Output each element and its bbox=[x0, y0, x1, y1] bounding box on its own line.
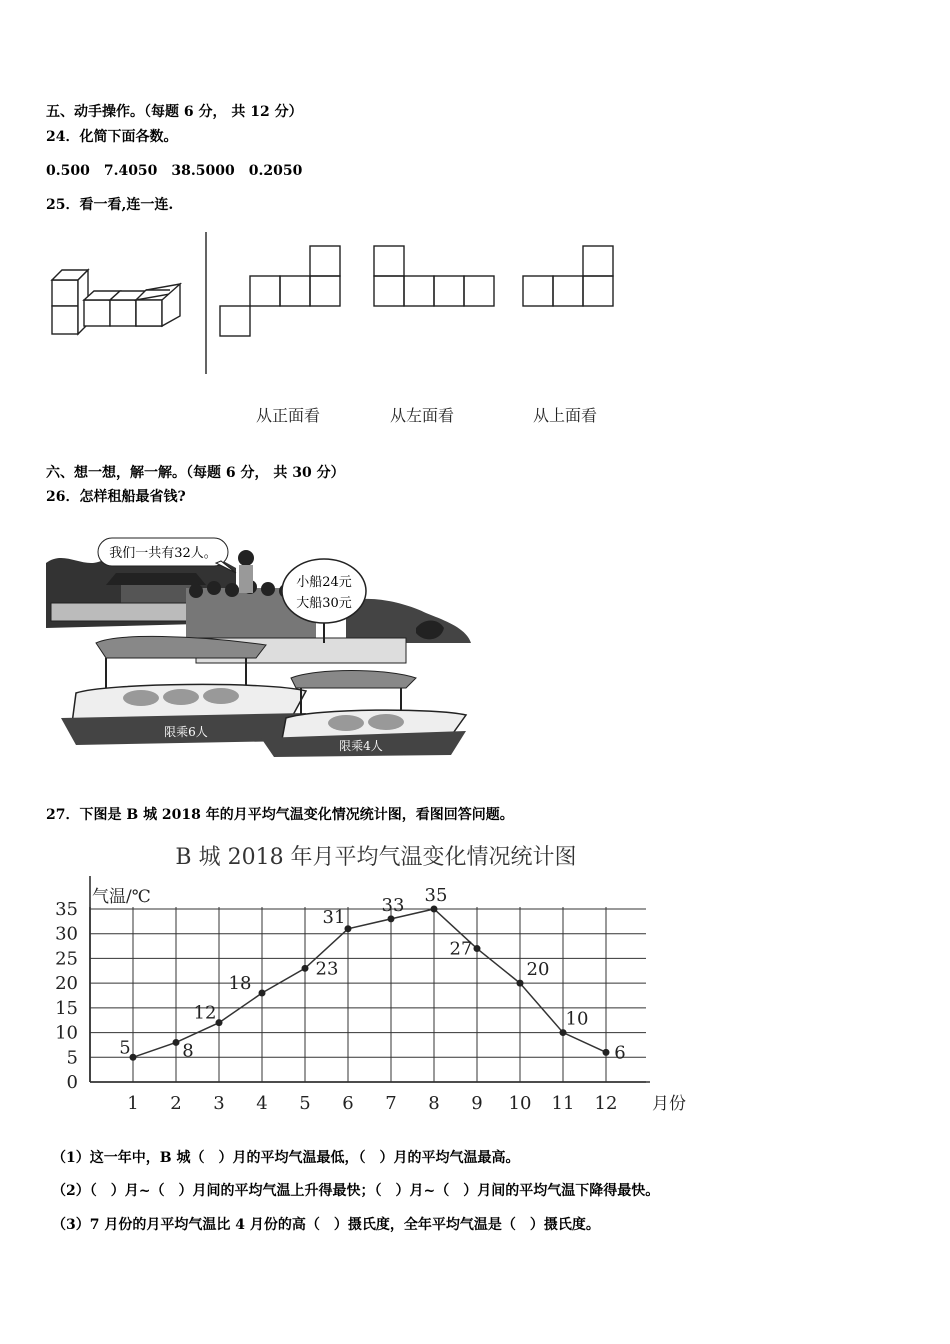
view-grid-2 bbox=[374, 246, 494, 306]
x-tick-label: 4 bbox=[256, 1093, 268, 1114]
q25-title: 25．看一看,连一连. bbox=[46, 197, 174, 213]
chart-xlabel: 月份 bbox=[652, 1094, 686, 1114]
y-tick-label: 10 bbox=[55, 1022, 78, 1044]
x-tick-label: 10 bbox=[508, 1093, 532, 1114]
section5-heading: 五、动手操作。（每题 6 分， 共 12 分） bbox=[46, 104, 303, 120]
data-point bbox=[173, 1039, 180, 1046]
view-grid-1 bbox=[220, 246, 340, 336]
x-tick-label: 6 bbox=[342, 1093, 354, 1114]
view-caption-left: 从左面看 bbox=[390, 406, 455, 425]
speech-text: 我们一共有32人。 bbox=[109, 546, 217, 561]
data-point bbox=[302, 965, 309, 972]
data-label: 8 bbox=[182, 1040, 194, 1062]
y-tick-label: 0 bbox=[66, 1072, 78, 1093]
small-boat-label: 限乘4人 bbox=[339, 739, 383, 753]
data-label: 10 bbox=[565, 1008, 589, 1030]
section6-heading: 六、想一想，解一解。（每题 6 分， 共 30 分） bbox=[46, 465, 345, 481]
x-tick-label: 7 bbox=[385, 1093, 397, 1114]
temperature-line-chart bbox=[40, 836, 720, 1126]
q27-question-1: （1）这一年中，B 城（ ）月的平均气温最低，（ ）月的平均气温最高。 bbox=[52, 1150, 520, 1166]
x-tick-label: 3 bbox=[213, 1093, 225, 1114]
x-tick-label: 12 bbox=[594, 1093, 618, 1114]
data-label: 6 bbox=[614, 1042, 626, 1064]
x-tick-label: 9 bbox=[471, 1093, 483, 1114]
data-point bbox=[216, 1019, 223, 1026]
y-tick-label: 20 bbox=[55, 973, 78, 995]
y-tick-label: 5 bbox=[66, 1047, 78, 1069]
data-point bbox=[259, 990, 266, 997]
view-caption-front: 从正面看 bbox=[256, 406, 321, 425]
price-small-boat: 小船24元 bbox=[296, 575, 352, 590]
view-caption-top: 从上面看 bbox=[533, 406, 598, 425]
chart-title: B 城 2018 年月平均气温变化情况统计图 bbox=[175, 845, 577, 870]
data-point bbox=[517, 980, 524, 987]
x-tick-label: 5 bbox=[299, 1093, 311, 1114]
y-tick-label: 25 bbox=[55, 948, 78, 970]
data-point bbox=[560, 1029, 567, 1036]
q26-title: 26．怎样租船最省钱? bbox=[46, 489, 186, 505]
q27-question-2: （2）（ ）月~（ ）月间的平均气温上升得最快；（ ）月~（ ）月间的平均气温下降得最快。 bbox=[52, 1183, 660, 1199]
data-label: 20 bbox=[526, 959, 550, 981]
q24-numbers: 0.500 7.4050 38.5000 0.2050 bbox=[46, 163, 303, 179]
q25-figure bbox=[40, 228, 640, 378]
data-label: 18 bbox=[228, 973, 252, 995]
q24-title: 24．化简下面各数。 bbox=[46, 129, 178, 145]
x-tick-label: 2 bbox=[170, 1093, 182, 1114]
x-tick-label: 1 bbox=[127, 1093, 139, 1114]
y-tick-label: 35 bbox=[55, 899, 78, 920]
y-tick-label: 30 bbox=[55, 923, 78, 945]
q27-question-3: （3）7 月份的月平均气温比 4 月份的高（ ）摄氏度，全年平均气温是（ ）摄氏度。 bbox=[52, 1217, 600, 1233]
data-label: 12 bbox=[193, 1002, 217, 1024]
data-label: 33 bbox=[381, 894, 405, 916]
y-tick-label: 15 bbox=[55, 997, 78, 1019]
data-label: 27 bbox=[449, 938, 473, 960]
data-label: 5 bbox=[119, 1037, 131, 1059]
view-grid-3 bbox=[523, 246, 613, 306]
cube-solid-drawing bbox=[52, 270, 180, 334]
price-big-boat: 大船30元 bbox=[296, 596, 352, 611]
data-label: 35 bbox=[424, 885, 448, 906]
data-point bbox=[603, 1049, 610, 1056]
x-tick-label: 11 bbox=[551, 1093, 575, 1114]
data-point bbox=[474, 945, 481, 952]
data-point bbox=[388, 915, 395, 922]
chart-ylabel: 气温/℃ bbox=[92, 887, 151, 907]
data-point bbox=[345, 925, 352, 932]
data-label: 31 bbox=[322, 906, 346, 928]
x-tick-label: 8 bbox=[428, 1093, 440, 1114]
boat-rental-illustration bbox=[46, 533, 476, 763]
data-point bbox=[431, 906, 438, 913]
big-boat-label: 限乘6人 bbox=[164, 725, 208, 739]
data-label: 23 bbox=[315, 958, 339, 980]
q27-title: 27．下图是 B 城 2018 年的月平均气温变化情况统计图，看图回答问题。 bbox=[46, 807, 514, 823]
